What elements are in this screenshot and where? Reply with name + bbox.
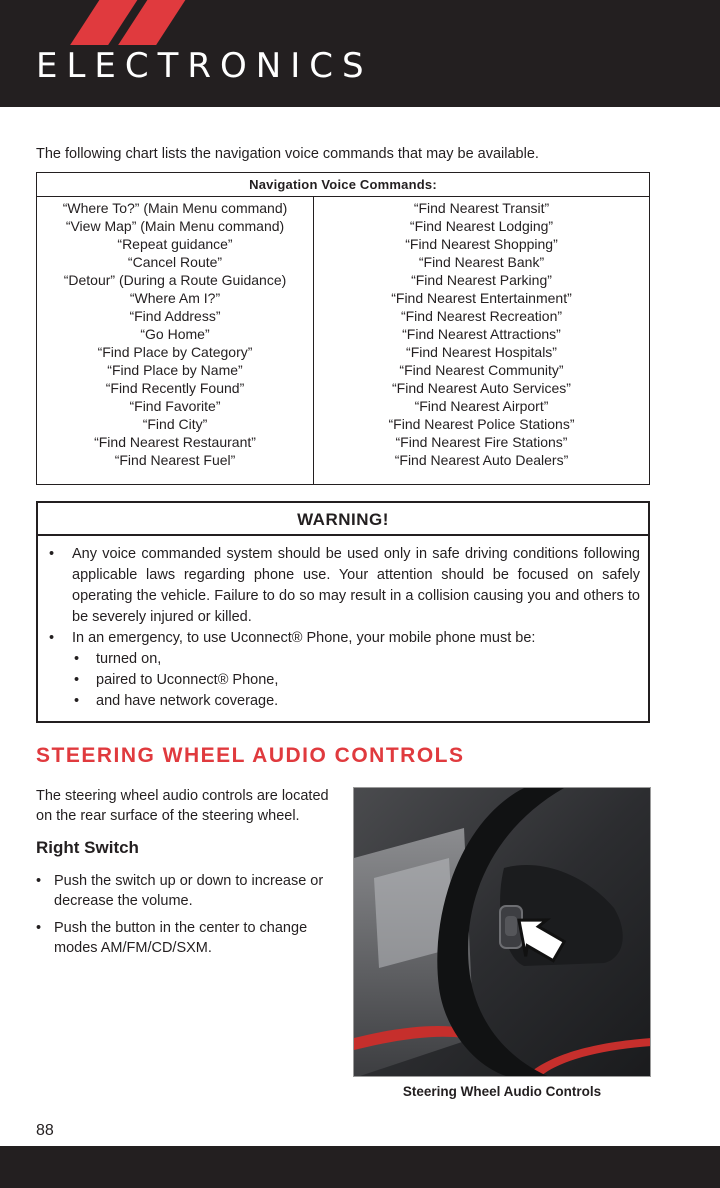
command-item: “Find Nearest Shopping”	[405, 236, 558, 252]
bullet-icon: •	[36, 873, 42, 889]
command-item: “Find Nearest Transit”	[413, 200, 550, 216]
command-item: “Repeat guidance”	[117, 236, 233, 252]
warning-item	[46, 628, 640, 649]
command-item: “Find Nearest Bank”	[418, 254, 545, 270]
bullet-icon: •	[74, 651, 80, 667]
list-item-text: Push the switch up or down to increase or decrease the volume.	[54, 873, 324, 909]
section-paragraph: The steering wheel audio controls are located on the rear surface of the steering wheel.	[36, 788, 329, 824]
warning-item	[46, 544, 640, 628]
steering-wheel-illustration	[354, 788, 651, 1077]
command-item: “Go Home”	[140, 326, 210, 342]
list-item	[36, 918, 341, 958]
mode-button	[505, 916, 517, 936]
warning-box	[36, 501, 650, 723]
bullet-icon: •	[49, 630, 55, 646]
command-item: “Find Favorite”	[129, 398, 221, 414]
bullet-icon: •	[74, 693, 80, 709]
left-command-column	[37, 197, 314, 484]
warning-subitem	[46, 691, 640, 712]
page-number: 88	[36, 1122, 54, 1139]
command-item: “Where Am I?”	[129, 290, 221, 306]
command-item: “Find Nearest Lodging”	[409, 218, 554, 234]
warning-subitem	[46, 649, 640, 670]
bullet-icon: •	[74, 672, 80, 688]
warning-subitem-text: paired to Uconnect® Phone,	[96, 672, 279, 688]
voice-commands-table	[36, 172, 650, 485]
command-item: “Find Nearest Community”	[399, 362, 564, 378]
command-item: “Find Nearest Police Stations”	[388, 416, 575, 432]
command-item: “Find Address”	[129, 308, 221, 324]
command-item: “Cancel Route”	[127, 254, 223, 270]
command-item: “Where To?” (Main Menu command)	[62, 200, 288, 216]
warning-item-text: In an emergency, to use Uconnect® Phone, your mobile phone must be:	[72, 630, 536, 646]
command-item: “Find Recently Found”	[105, 380, 245, 396]
command-item: “Find Nearest Airport”	[414, 398, 549, 414]
command-item: “Find Nearest Restaurant”	[94, 434, 256, 450]
intro-text: The following chart lists the navigation voice commands that may be available.	[36, 146, 539, 162]
command-item: “Find Place by Name”	[107, 362, 243, 378]
warning-subitem-text: turned on,	[96, 651, 162, 667]
bullet-icon: •	[36, 920, 42, 936]
command-item: “Find Nearest Hospitals”	[406, 344, 557, 360]
table-heading: Navigation Voice Commands:	[37, 173, 649, 197]
list-item	[36, 871, 341, 911]
subheading: Right Switch	[36, 838, 139, 857]
switch-bullet-list	[36, 871, 341, 965]
warning-subitem-text: and have network coverage.	[96, 693, 279, 709]
warning-subitem	[46, 670, 640, 691]
command-item: “Find Place by Category”	[97, 344, 253, 360]
command-item: “Find Nearest Recreation”	[400, 308, 563, 324]
warning-title: WARNING!	[38, 503, 648, 536]
steering-wheel-photo	[353, 787, 651, 1077]
section-title: STEERING WHEEL AUDIO CONTROLS	[36, 744, 465, 767]
figure-caption: Steering Wheel Audio Controls	[402, 1084, 602, 1099]
command-item: “Detour” (During a Route Guidance)	[63, 272, 287, 288]
page-header	[0, 0, 720, 107]
command-item: “Find Nearest Entertainment”	[391, 290, 572, 306]
page-footer	[0, 1146, 720, 1188]
command-item: “Find Nearest Fire Stations”	[395, 434, 568, 450]
command-item: “Find Nearest Fuel”	[114, 452, 236, 468]
list-item-text: Push the button in the center to change modes AM/FM/CD/SXM.	[54, 920, 308, 956]
bullet-icon: •	[49, 546, 55, 562]
command-item: “Find Nearest Auto Dealers”	[394, 452, 569, 468]
command-item: “Find City”	[142, 416, 208, 432]
command-item: “Find Nearest Attractions”	[402, 326, 561, 342]
command-item: “View Map” (Main Menu command)	[65, 218, 285, 234]
right-command-column	[314, 197, 649, 484]
command-item: “Find Nearest Parking”	[411, 272, 552, 288]
command-item: “Find Nearest Auto Services”	[392, 380, 571, 396]
chapter-title: ELECTRONICS	[36, 46, 373, 86]
warning-item-text: Any voice commanded system should be used only in safe driving conditions following applicable laws regarding phone use. Your attention should be focused on safely operating the vehicle. Failure to do so may result in a collision causing you and others to be severely injured or killed.	[72, 546, 640, 625]
